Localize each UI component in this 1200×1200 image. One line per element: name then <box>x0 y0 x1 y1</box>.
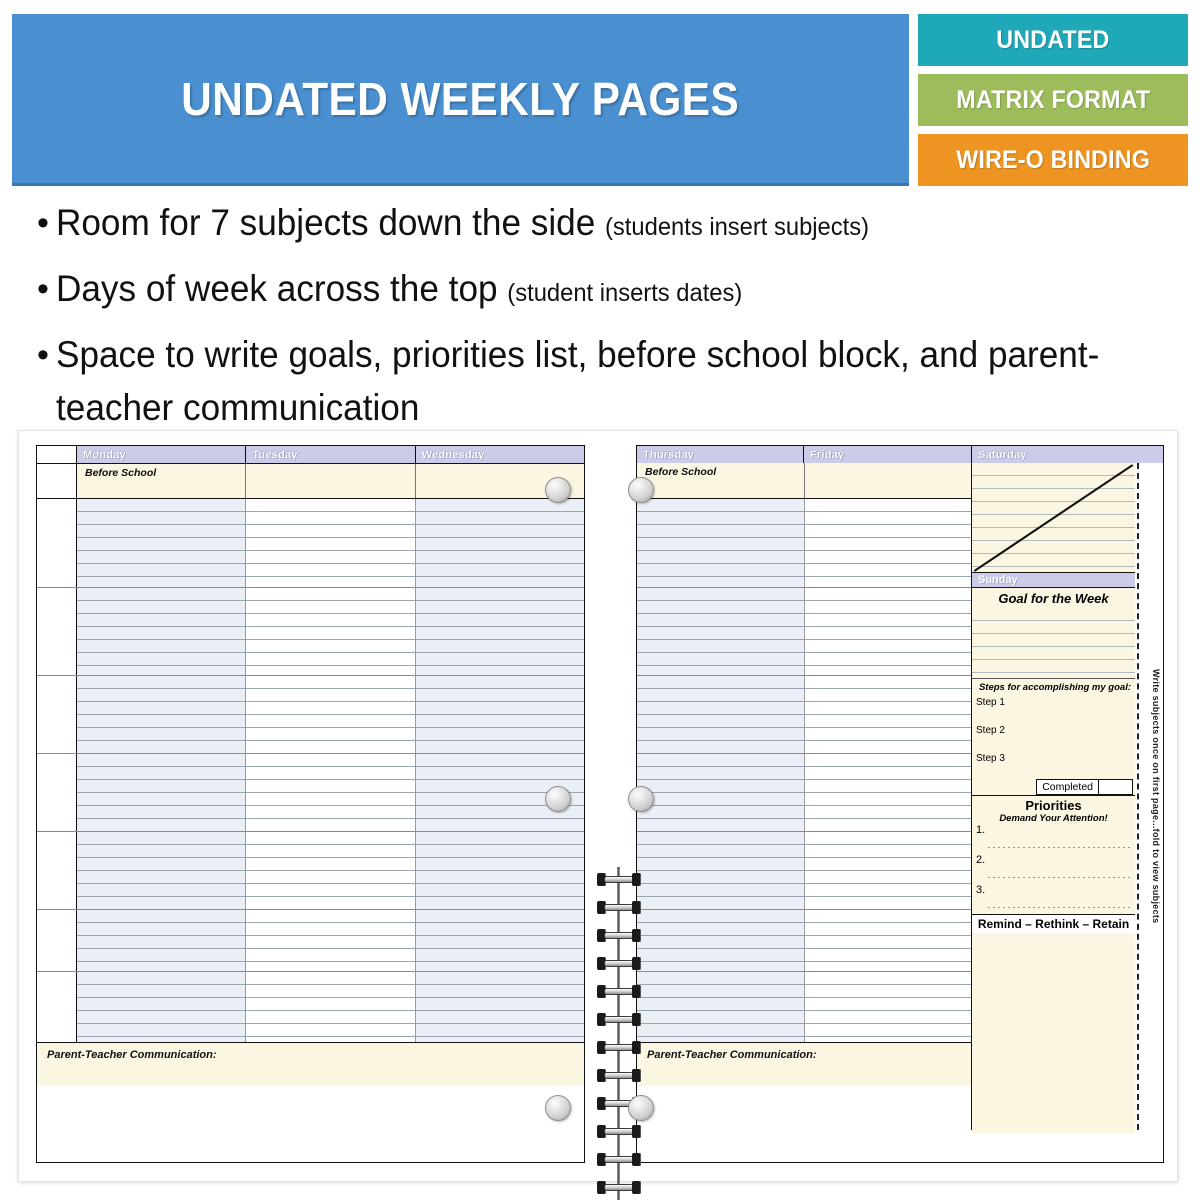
wire-loop-bar <box>604 932 634 939</box>
left-subject-blocks <box>37 499 584 1042</box>
wire-loop-cap <box>632 985 641 998</box>
wire-loop-bar <box>604 1184 634 1191</box>
subject-block <box>637 499 971 588</box>
step-2: Step 2 <box>976 725 1005 736</box>
subject-block <box>37 676 584 754</box>
day-cell[interactable] <box>805 499 972 587</box>
wire-loop <box>597 901 641 914</box>
write-lines <box>637 910 804 971</box>
wire-loop-cap <box>632 929 641 942</box>
steps-section <box>972 678 1135 795</box>
planner-right-page <box>636 445 1164 1163</box>
before-school-cell-friday <box>805 463 972 498</box>
day-cell[interactable] <box>416 832 584 909</box>
write-lines <box>637 972 804 1042</box>
subject-block <box>637 676 971 754</box>
write-lines <box>77 754 245 831</box>
subject-block <box>37 588 584 676</box>
day-cell[interactable] <box>246 972 415 1042</box>
right-parent-teacher-row <box>637 1042 971 1086</box>
priority-write-line <box>988 907 1131 908</box>
wire-loop <box>597 929 641 942</box>
left-day-header-row <box>37 446 584 463</box>
badge-matrix-format-label: MATRIX FORMAT <box>956 85 1150 114</box>
punch-hole <box>545 786 571 812</box>
before-school-cell-tuesday <box>246 464 415 498</box>
goal-title: Goal for the Week <box>998 591 1109 606</box>
completed-checkbox[interactable] <box>1099 779 1133 795</box>
write-lines <box>637 588 804 675</box>
day-cell[interactable] <box>77 910 246 971</box>
write-lines <box>805 676 972 753</box>
day-cell[interactable] <box>77 972 246 1042</box>
header-band <box>12 14 909 186</box>
right-main-grid <box>637 463 972 1130</box>
subject-block <box>637 832 971 910</box>
wire-loop <box>597 1069 641 1082</box>
day-cell[interactable] <box>805 588 972 675</box>
list-item <box>30 328 1170 434</box>
punch-hole <box>628 786 654 812</box>
diagonal-strike-icon <box>972 463 1135 573</box>
bullet-dot-icon: • <box>37 336 49 374</box>
subject-label-column <box>37 464 77 498</box>
priorities-title: Priorities <box>972 795 1135 813</box>
badge-wire-o-binding <box>918 134 1188 186</box>
day-cell[interactable] <box>416 910 584 971</box>
day-cell[interactable] <box>246 910 415 971</box>
day-header-sunday: Sunday <box>972 573 1135 588</box>
write-lines <box>805 832 972 909</box>
day-cell[interactable] <box>246 499 415 587</box>
feature-bullet-list <box>30 196 1170 442</box>
wire-loop <box>597 957 641 970</box>
list-item <box>30 262 1170 320</box>
day-cell[interactable] <box>805 832 972 909</box>
write-lines <box>637 832 804 909</box>
fold-note: Write subjects once on first page...fold to view subjects <box>1151 669 1161 924</box>
wire-loop-cap <box>632 1013 641 1026</box>
day-cell[interactable] <box>77 676 246 753</box>
priority-write-line <box>988 847 1131 848</box>
wire-loop-bar <box>604 960 634 967</box>
wire-loop <box>597 873 641 886</box>
wire-loop-bar <box>604 876 634 883</box>
steps-title: Steps for accomplishing my goal: <box>978 682 1131 693</box>
subject-label-column <box>37 446 77 463</box>
day-header-monday: Monday <box>77 446 246 463</box>
bullet-text <box>56 196 869 254</box>
step-3: Step 3 <box>976 753 1005 764</box>
wire-loop <box>597 1181 641 1194</box>
day-cell[interactable] <box>637 588 805 675</box>
completed-label: Completed <box>1036 779 1099 795</box>
write-lines <box>805 754 972 831</box>
wire-loop-cap <box>632 901 641 914</box>
right-before-school-row <box>637 463 971 499</box>
write-lines <box>77 676 245 753</box>
day-cell[interactable] <box>77 754 246 831</box>
write-lines <box>637 754 804 831</box>
before-school-label: Before School <box>637 463 805 498</box>
punch-hole <box>628 1095 654 1121</box>
day-cell[interactable] <box>637 832 805 909</box>
write-lines <box>805 972 972 1042</box>
write-lines <box>246 588 414 675</box>
bullet-text <box>56 262 742 320</box>
day-cell[interactable] <box>637 972 805 1042</box>
wire-loop-cap <box>632 1041 641 1054</box>
subject-label-cell[interactable] <box>37 676 77 753</box>
wire-loop-cap <box>632 1125 641 1138</box>
wire-loop-bar <box>604 988 634 995</box>
day-cell[interactable] <box>416 972 584 1042</box>
write-lines <box>246 910 414 971</box>
day-cell[interactable] <box>637 754 805 831</box>
day-cell[interactable] <box>637 676 805 753</box>
wire-loop-cap <box>632 873 641 886</box>
bullet-dot-icon: • <box>37 204 49 242</box>
bullet-main: Room for 7 subjects down the side <box>56 202 596 243</box>
day-cell[interactable] <box>637 910 805 971</box>
write-lines <box>246 754 414 831</box>
priorities-subtitle: Demand Your Attention! <box>999 813 1108 824</box>
subject-block <box>37 754 584 832</box>
left-before-school-row <box>37 463 584 499</box>
wire-loop-cap <box>632 1069 641 1082</box>
write-lines <box>77 832 245 909</box>
subject-block <box>37 910 584 972</box>
day-cell[interactable] <box>77 588 246 675</box>
write-lines <box>77 972 245 1042</box>
goal-priority-panel <box>972 463 1163 1130</box>
day-cell[interactable] <box>637 499 805 587</box>
subject-block <box>37 972 584 1042</box>
write-lines <box>246 499 414 587</box>
wire-loop <box>597 1125 641 1138</box>
priority-write-line <box>988 877 1131 878</box>
day-header-thursday: Thursday <box>637 446 804 463</box>
wire-loop-bar <box>604 1128 634 1135</box>
day-cell[interactable] <box>805 972 972 1042</box>
priority-item-1: 1. <box>972 824 1135 854</box>
bullet-sub: (students insert subjects) <box>605 213 870 241</box>
subject-label-cell[interactable] <box>37 910 77 971</box>
list-item <box>30 196 1170 254</box>
write-lines <box>77 910 245 971</box>
day-cell[interactable] <box>805 754 972 831</box>
day-cell[interactable] <box>246 588 415 675</box>
day-header-saturday: Saturday <box>972 446 1163 463</box>
goal-section <box>972 588 1135 678</box>
write-lines <box>246 972 414 1042</box>
wire-o-binding <box>596 867 642 1200</box>
right-subject-blocks <box>637 499 971 1042</box>
subject-block <box>37 832 584 910</box>
write-lines <box>416 676 584 753</box>
subject-block <box>637 910 971 972</box>
badge-group <box>918 14 1188 186</box>
remind-write-area <box>972 933 1135 1133</box>
punch-hole <box>545 477 571 503</box>
subject-label-cell[interactable] <box>37 499 77 587</box>
wire-loop-bar <box>604 1016 634 1023</box>
punch-hole <box>545 1095 571 1121</box>
completed-row <box>972 779 1135 795</box>
saturday-block <box>972 463 1135 573</box>
badge-wire-o-binding-label: WIRE-O BINDING <box>956 145 1150 174</box>
page-title: UNDATED WEEKLY PAGES <box>181 72 740 125</box>
write-lines <box>416 832 584 909</box>
day-cell[interactable] <box>77 499 246 587</box>
subject-block <box>637 972 971 1042</box>
parent-teacher-label: Parent-Teacher Communication: <box>637 1043 971 1086</box>
subject-block <box>637 588 971 676</box>
subject-label-cell[interactable] <box>37 588 77 675</box>
bullet-sub: (student inserts dates) <box>507 279 743 307</box>
priority-item-3: 3. <box>972 884 1135 914</box>
write-lines <box>637 676 804 753</box>
planner-left-page <box>36 445 585 1163</box>
write-lines <box>805 910 972 971</box>
write-lines <box>805 588 972 675</box>
subject-block <box>37 499 584 588</box>
wire-loop-bar <box>604 904 634 911</box>
right-day-header-row <box>637 446 1163 463</box>
write-lines <box>416 910 584 971</box>
day-cell[interactable] <box>416 588 584 675</box>
right-page-body <box>637 463 1163 1130</box>
wire-loop <box>597 1041 641 1054</box>
wire-loop-cap <box>632 1153 641 1166</box>
wire-loop-bar <box>604 1072 634 1079</box>
parent-teacher-label: Parent-Teacher Communication: <box>37 1043 584 1086</box>
bullet-dot-icon: • <box>37 270 49 308</box>
day-cell[interactable] <box>805 910 972 971</box>
step-1: Step 1 <box>976 697 1005 708</box>
goal-write-lines <box>972 608 1135 678</box>
bullet-main: Space to write goals, priorities list, before school block, and parent-teacher communication <box>56 334 1100 428</box>
write-lines <box>416 972 584 1042</box>
write-lines <box>805 499 972 587</box>
write-lines <box>77 499 245 587</box>
bullet-main: Days of week across the top <box>56 268 498 309</box>
day-cell[interactable] <box>805 676 972 753</box>
badge-undated-label: UNDATED <box>996 25 1110 54</box>
wire-loop <box>597 1153 641 1166</box>
write-lines <box>416 499 584 587</box>
day-cell[interactable] <box>416 676 584 753</box>
wire-loop-cap <box>632 957 641 970</box>
wire-loop-cap <box>632 1181 641 1194</box>
subject-label-cell[interactable] <box>37 754 77 831</box>
day-header-tuesday: Tuesday <box>246 446 415 463</box>
write-lines <box>246 676 414 753</box>
wire-loop-bar <box>604 1044 634 1051</box>
priority-item-2: 2. <box>972 854 1135 884</box>
bullet-text <box>56 328 1114 434</box>
subject-label-cell[interactable] <box>37 832 77 909</box>
badge-undated <box>918 14 1188 66</box>
remind-rethink-retain-title: Remind – Rethink – Retain <box>972 914 1135 933</box>
day-cell[interactable] <box>246 676 415 753</box>
day-header-wednesday: Wednesday <box>416 446 584 463</box>
subject-block <box>637 754 971 832</box>
punch-hole <box>628 477 654 503</box>
badge-matrix-format <box>918 74 1188 126</box>
subject-label-cell[interactable] <box>37 972 77 1042</box>
day-cell[interactable] <box>246 754 415 831</box>
planner-spread <box>18 430 1178 1182</box>
wire-loop <box>597 1013 641 1026</box>
wire-loop-bar <box>604 1156 634 1163</box>
priorities-section <box>972 795 1135 914</box>
day-cell[interactable] <box>246 832 415 909</box>
day-cell[interactable] <box>77 832 246 909</box>
write-lines <box>246 832 414 909</box>
write-lines <box>637 499 804 587</box>
fold-line <box>1137 463 1139 1130</box>
day-cell[interactable] <box>416 499 584 587</box>
wire-spine <box>617 867 620 1200</box>
write-lines <box>77 588 245 675</box>
left-parent-teacher-row <box>37 1042 584 1086</box>
write-lines <box>416 588 584 675</box>
before-school-label: Before School <box>77 464 246 498</box>
wire-loop <box>597 985 641 998</box>
day-header-friday: Friday <box>804 446 972 463</box>
